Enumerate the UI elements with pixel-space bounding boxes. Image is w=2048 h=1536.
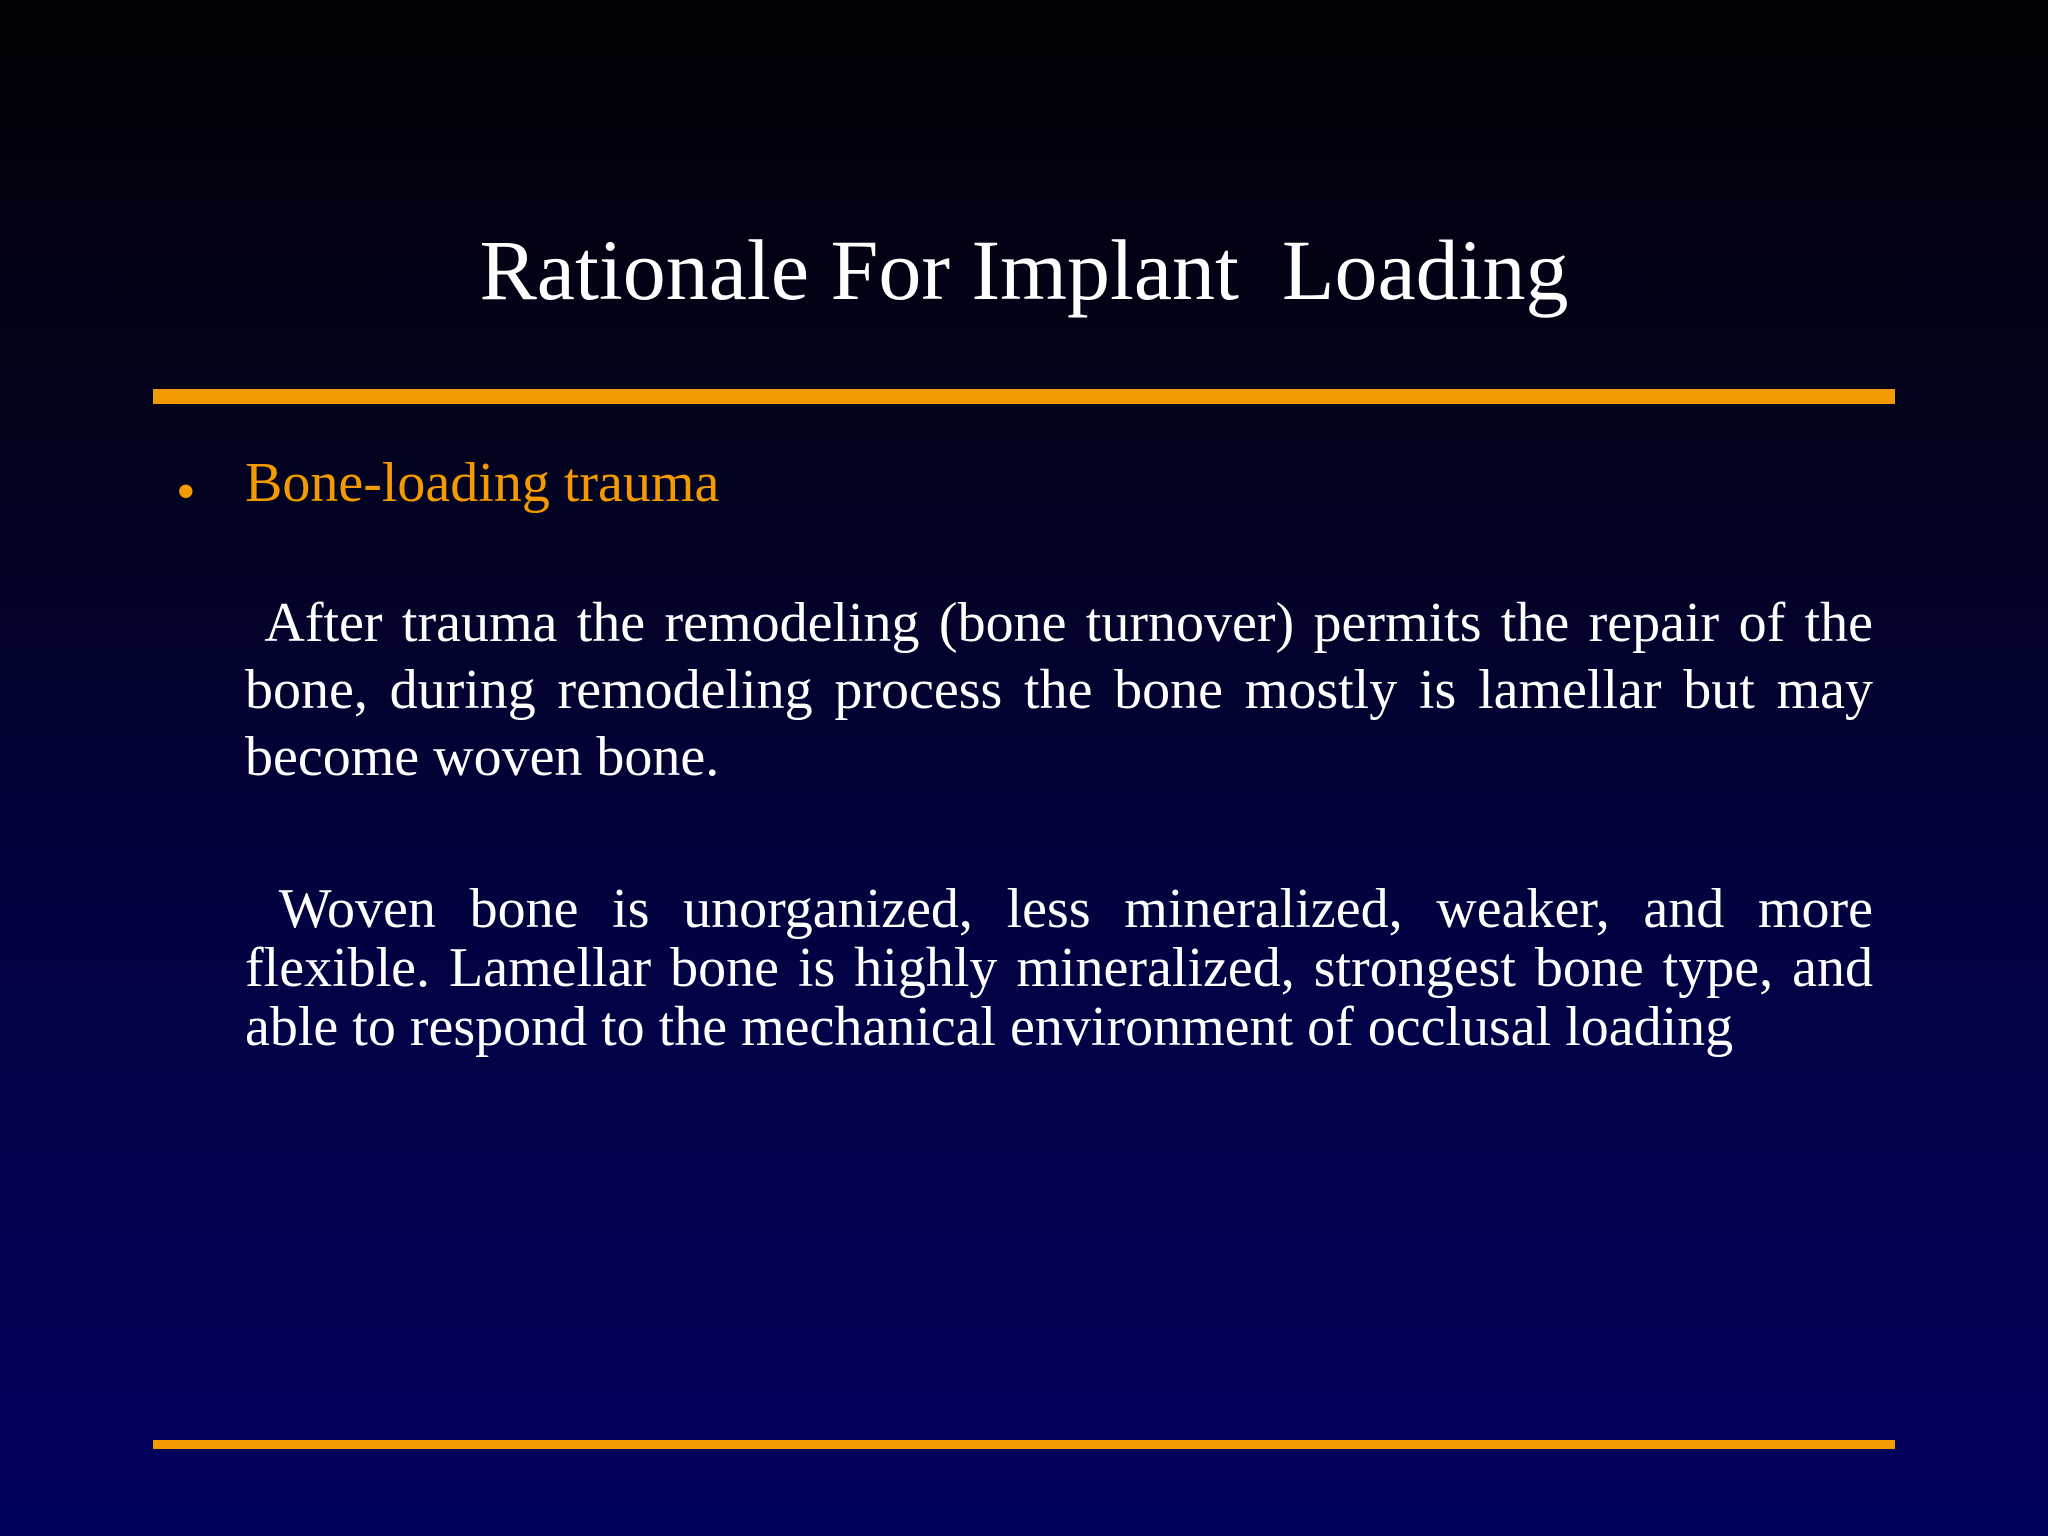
bullet-heading: Bone-loading trauma <box>245 452 720 514</box>
footer-divider <box>153 1440 1895 1449</box>
title-divider <box>153 389 1895 404</box>
bullet-marker: • <box>176 461 196 523</box>
slide-title: Rationale For Implant Loading <box>479 222 1569 318</box>
paragraph-bone-types: Woven bone is unorganized, less mineralized, weaker, and more flexible. Lamellar bone is highly mineralized, strongest bone type, and able to respond to the mechanical environment of occlusal loading <box>245 878 1901 1058</box>
paragraph-remodeling: After trauma the remodeling (bone turnover) permits the repair of the bone, during remodeling process the bone mostly is lamellar but may become woven bone. <box>245 592 1887 788</box>
